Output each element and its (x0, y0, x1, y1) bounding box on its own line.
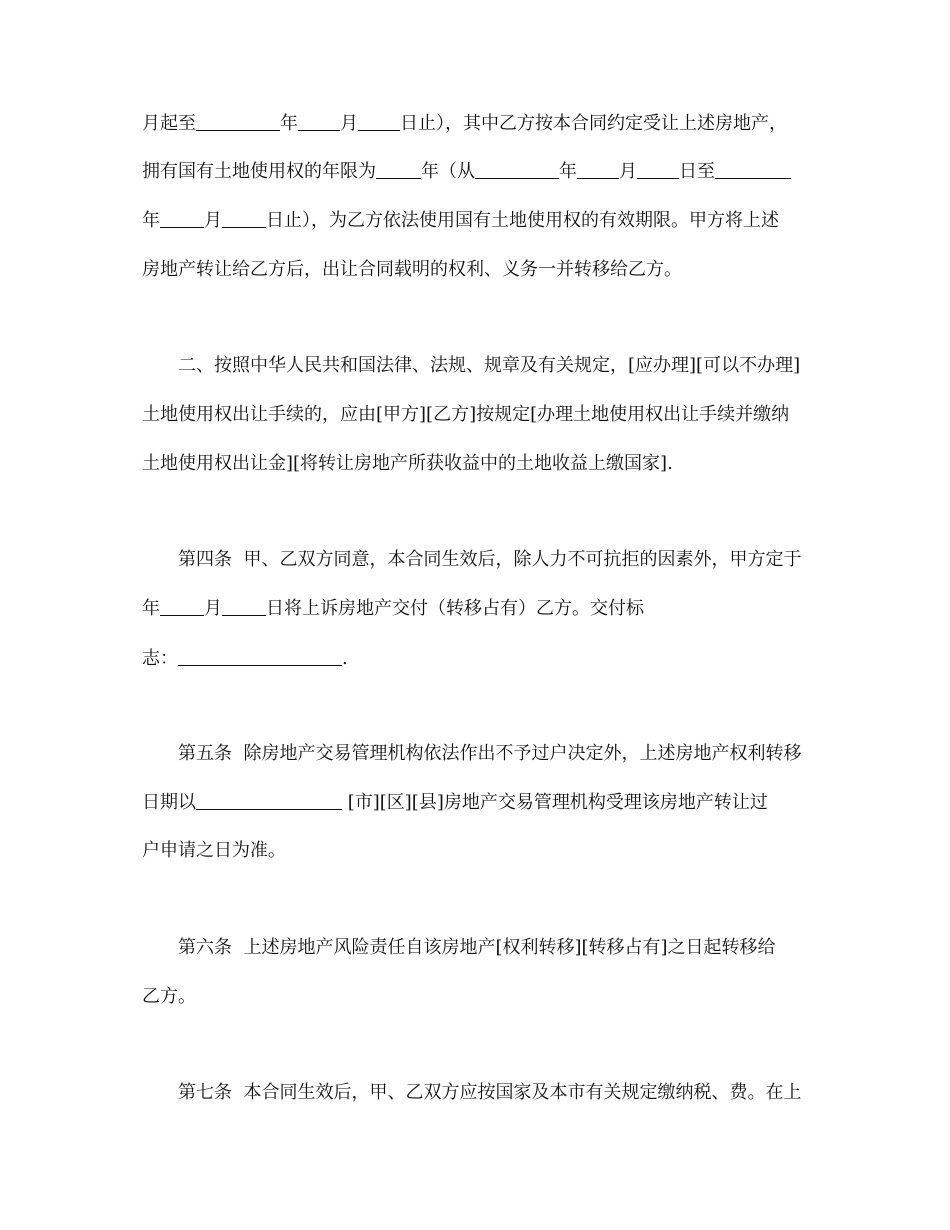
text: 日止），为乙方依法使用国有土地使用权的有效期限。甲方将上述 (266, 210, 779, 231)
blank-field[interactable] (637, 160, 679, 179)
text: [市][区][县]房地产交易管理机构受理该房地产转让过 (342, 792, 768, 813)
text: 日止），其中乙方按本合同约定受让上述房地产， (400, 113, 787, 134)
art3-line-1 (142, 112, 787, 136)
text: 月 (619, 161, 637, 182)
blank-field[interactable] (358, 112, 400, 131)
text: 月起至 (142, 113, 196, 134)
item2-line-3: 土地使用权出让金][将转让房地产所获收益中的土地收益上缴国家]. (142, 453, 673, 474)
text: 年 (142, 210, 160, 231)
text: 日将上诉房地产交付（转移占有）乙方。交付标 (266, 598, 644, 619)
art4-line-3 (142, 647, 348, 671)
art5-line-1: 第五条 除房地产交易管理机构依法作出不予过户决定外，上述房地产权利转移 (178, 743, 802, 764)
text: 志： (142, 648, 178, 669)
text: 年 (142, 598, 160, 619)
text: 月 (204, 210, 222, 231)
text: 日至 (679, 161, 715, 182)
blank-field[interactable] (196, 112, 280, 131)
text: 年（从 (421, 161, 475, 182)
item2-line-1: 二、按照中华人民共和国法律、法规、规章及有关规定，[应办理][可以不办理] (178, 355, 801, 376)
text: 月 (340, 113, 358, 134)
text: 年 (280, 113, 298, 134)
blank-field[interactable] (298, 112, 340, 131)
text: 日期以 (142, 792, 196, 813)
blank-field[interactable] (178, 647, 342, 666)
item2-line-2: 土地使用权出让手续的，应由[甲方][乙方]按规定[办理土地使用权出让手续并缴纳 (142, 404, 790, 425)
art5-line-2 (142, 791, 768, 815)
art4-line-1: 第四条 甲、乙双方同意，本合同生效后，除人力不可抗拒的因素外，甲方定于 (178, 549, 802, 570)
art4-line-2 (142, 597, 644, 621)
art6-line-1: 第六条 上述房地产风险责任自该房地产[权利转移][转移占有]之日起转移给 (178, 937, 776, 958)
art7-line-1: 第七条 本合同生效后，甲、乙双方应按国家及本市有关规定缴纳税、费。在上 (178, 1082, 802, 1103)
art6-line-2: 乙方。 (142, 986, 196, 1007)
blank-field[interactable] (475, 160, 559, 179)
text: 年 (559, 161, 577, 182)
blank-field[interactable] (715, 160, 791, 179)
text: . (342, 648, 348, 669)
text: 拥有国有土地使用权的年限为 (142, 161, 376, 182)
blank-field[interactable] (160, 209, 204, 228)
art5-line-3: 户申请之日为准。 (142, 840, 286, 861)
blank-field[interactable] (577, 160, 619, 179)
blank-field[interactable] (160, 597, 204, 616)
text: 月 (204, 598, 222, 619)
art3-line-2 (142, 160, 791, 184)
blank-field[interactable] (222, 597, 266, 616)
art3-line-4: 房地产转让给乙方后，出让合同载明的权利、义务一并转移给乙方。 (142, 259, 682, 280)
blank-field[interactable] (196, 791, 342, 810)
art3-line-3 (142, 209, 779, 233)
blank-field[interactable] (222, 209, 266, 228)
blank-field[interactable] (376, 160, 421, 179)
